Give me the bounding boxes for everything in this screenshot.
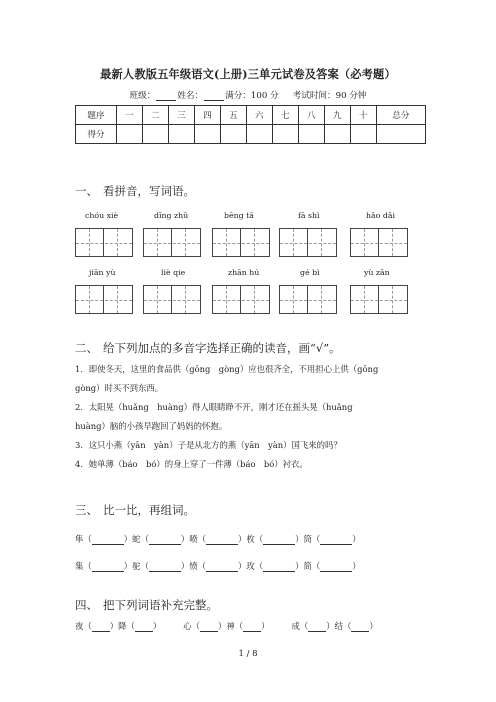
pinyin-label: liè qie (161, 268, 186, 277)
score-table-header-cell: 八 (298, 106, 324, 125)
answer-blank[interactable] (263, 562, 295, 572)
answer-blank[interactable] (351, 622, 369, 632)
answer-blank[interactable] (92, 622, 110, 632)
pinyin-label: hǎo dǎi (366, 211, 395, 220)
section4-title: 把下列词语补充完整。 (103, 598, 218, 612)
section1-heading (75, 183, 195, 199)
pinyin-label: bēng tā (224, 211, 254, 220)
score-table-header-cell: 四 (194, 106, 220, 125)
writing-grid[interactable] (279, 228, 337, 257)
idiom-char: ） (261, 621, 270, 631)
section1-title: 看拼音，写词语。 (103, 184, 195, 198)
section3-heading (75, 502, 195, 518)
score-table-header-cell: 六 (246, 106, 272, 125)
compare-char: ）愤（ (180, 561, 206, 571)
section2-number: 二、 (75, 341, 98, 355)
score-cell (246, 125, 272, 144)
idiom-char: ） (369, 621, 378, 631)
pinyin-label: gé bì (300, 268, 320, 277)
score-cell (142, 125, 168, 144)
section3-title: 比一比，再组词。 (103, 503, 195, 517)
writing-grid[interactable] (75, 285, 133, 314)
compare-char: ）驼（ (123, 561, 149, 571)
question-line: 2．太阳晃（huǎng huàng）得人眼睛睁不开，刚才还在摇头晃（huǎng (75, 402, 353, 412)
score-table (75, 105, 426, 144)
idiom-char: ）神（ (218, 621, 244, 631)
idiom-row (75, 620, 378, 632)
answer-blank[interactable] (200, 622, 218, 632)
question-line: gòng）时买不到东西。 (75, 383, 164, 393)
question-line: 1．即使冬天，这里的食品供（gōng gòng）应也很齐全，不用担心上供（gōng (75, 364, 379, 374)
answer-blank[interactable] (206, 535, 238, 545)
question-line: 3．这只小燕（yān yàn）子是从北方的燕（yān yàn）国飞来的吗？ (75, 440, 342, 450)
score-cell (324, 125, 350, 144)
section1-number: 一、 (75, 184, 98, 198)
writing-grid[interactable] (212, 285, 270, 314)
compare-char: ）简（ (295, 561, 321, 571)
pinyin-label: chóu xiè (85, 211, 119, 220)
score-cell (376, 125, 425, 144)
compare-char: ）蛇（ (123, 534, 149, 544)
compare-char: ）玫（ (238, 561, 264, 571)
section3-number: 三、 (75, 503, 98, 517)
score-table-header-cell: 总分 (376, 106, 425, 125)
writing-grid[interactable] (75, 228, 133, 257)
score-cell (272, 125, 298, 144)
writing-grid[interactable] (350, 285, 408, 314)
compare-char: ） (352, 561, 361, 571)
score-label: 满分：100 分 (225, 91, 279, 101)
writing-grid[interactable] (350, 228, 408, 257)
score-cell (168, 125, 194, 144)
answer-blank[interactable] (149, 562, 181, 572)
writing-grid[interactable] (279, 285, 337, 314)
score-table-score-row (76, 125, 426, 144)
answer-blank[interactable] (308, 622, 326, 632)
answer-blank[interactable] (320, 535, 352, 545)
idiom-char: ） (152, 621, 162, 631)
score-table-header-cell: 七 (272, 106, 298, 125)
pinyin-label: fā shì (298, 211, 320, 220)
name-label: 姓名： (177, 91, 204, 101)
section4-number: 四、 (75, 598, 98, 612)
writing-grid[interactable] (143, 285, 201, 314)
idiom-char: ）结（ (326, 621, 352, 631)
idiom-char: ）降（ (109, 621, 135, 631)
score-cell (117, 125, 143, 144)
compare-char: ）喷（ (180, 534, 206, 544)
score-cell (194, 125, 220, 144)
answer-blank[interactable] (320, 562, 352, 572)
answer-blank[interactable] (135, 622, 153, 632)
pinyin-label: yù zān (364, 268, 390, 277)
score-table-header-row (76, 106, 426, 125)
pinyin-label: zhān hú (228, 268, 260, 277)
section2-heading (75, 340, 341, 356)
section2-title: 给下列加点的多音字选择正确的读音，画“√”。 (103, 341, 341, 355)
pinyin-label: dǐng zhǔ (154, 211, 189, 220)
idiom-char: 夜（ (75, 621, 92, 631)
score-table-header-cell: 一 (117, 106, 143, 125)
compare-char: ） (352, 534, 361, 544)
time-label: 考试时间：90 分钟 (292, 91, 367, 101)
compare-char: 隼（ (75, 534, 92, 544)
score-cell (298, 125, 324, 144)
idiom-char: 成（ (291, 621, 309, 631)
answer-blank[interactable] (243, 622, 261, 632)
score-cell (220, 125, 246, 144)
score-table-header-cell: 五 (220, 106, 246, 125)
section4-heading (75, 597, 218, 613)
question-line: huàng）脑的小孩早跑回了妈妈的怀抱。 (75, 421, 228, 431)
answer-blank[interactable] (92, 535, 124, 545)
score-table-header-cell: 九 (324, 106, 350, 125)
answer-blank[interactable] (92, 562, 124, 572)
name-blank (204, 91, 224, 101)
exam-info (0, 89, 496, 101)
compare-row (75, 533, 361, 545)
score-table-header-cell: 题序 (76, 106, 117, 125)
score-row-label: 得分 (76, 125, 117, 144)
score-cell (350, 125, 376, 144)
score-table-header-cell: 三 (168, 106, 194, 125)
compare-row (75, 560, 361, 572)
class-blank (156, 91, 176, 101)
page-number: 1 / 8 (238, 649, 258, 659)
answer-blank[interactable] (263, 535, 295, 545)
question-line: 4．她单薄（báo bó）的身上穿了一件薄（báo bó）衬衣。 (75, 459, 308, 469)
writing-grid[interactable] (212, 228, 270, 257)
answer-blank[interactable] (206, 562, 238, 572)
score-table-header-cell: 十 (350, 106, 376, 125)
document-title: 最新人教版五年级语文(上册)三单元试卷及答案（必考题） (100, 67, 396, 81)
idiom-char: 心（ (183, 621, 200, 631)
writing-grid[interactable] (143, 228, 201, 257)
answer-blank[interactable] (149, 535, 181, 545)
compare-char: ）枚（ (238, 534, 264, 544)
score-table-header-cell: 二 (142, 106, 168, 125)
compare-char: 集（ (75, 561, 92, 571)
pinyin-label: jiān yù (89, 268, 116, 277)
class-label: 班级： (129, 91, 156, 101)
compare-char: ）筒（ (295, 534, 321, 544)
